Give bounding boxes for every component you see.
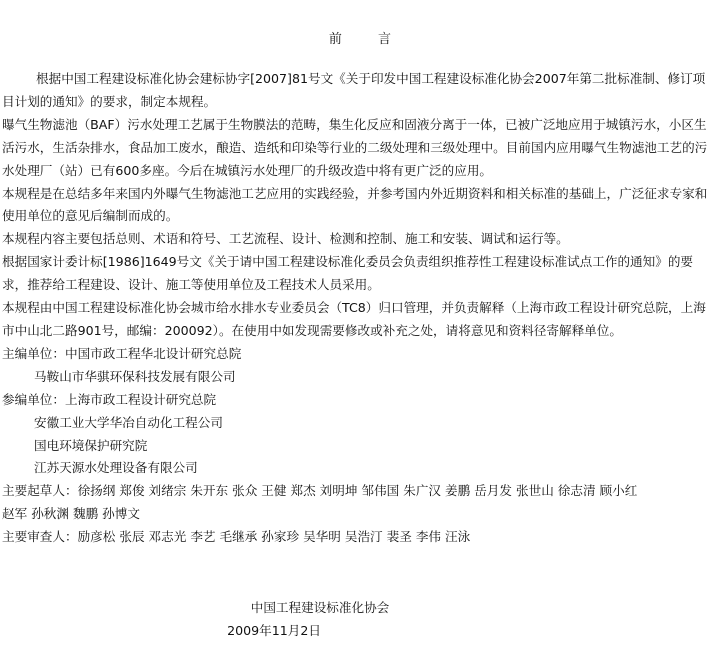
participant-label: 参编单位：: [2, 391, 65, 407]
document-body: [2, 68, 716, 549]
page-title: 前 言: [328, 32, 408, 47]
chief-editor-line: [2, 343, 716, 366]
reviewers-label: 主要审查人：: [2, 529, 78, 545]
participant-unit-3: 国电环境保护研究院: [34, 437, 148, 453]
drafters-label: 主要起草人：: [2, 483, 78, 499]
paragraph-contents: 本规程内容主要包括总则、术语和符号、工艺流程、设计、检测和控制、施工和安装、调试和运行等。: [2, 231, 569, 247]
drafters-names: 徐扬纲 郑俊 刘绪宗 朱开东 张众 王健 郑杰 刘明坤 邹伟国 朱广汉 姜鹏 岳月发 张世山 徐志清 顾小红: [77, 483, 638, 499]
participant-unit: 上海市政工程设计研究总院: [64, 391, 217, 407]
paragraph-baf-intro: 曝气生物滤池（BAF）污水处理工艺属于生物膜法的范畴，集生化反应和固液分离于一体，已被广泛地应用于城镇污水，小区生活污水，生活杂排水，食品加工废水，酿造、造纸和印染等行业的二级处理和三级处理中。目前国内应用曝气生物滤池工艺的污水处理厂（站）已有600多座。今后在城镇污水处理厂的升级改造中将有更广泛的应用。: [2, 116, 708, 178]
paragraph-basis: 根据中国工程建设标准化协会建标协字[2007]81号文《关于印发中国工程建设标准化协会2007年第二批标准制、修订项目计划的通知》的要求，制定本规程。: [2, 71, 706, 109]
reviewers-names: 励彦松 张辰 邓志光 李艺 毛继承 孙家珍 吴华明 吴浩汀 裴圣 李伟 汪泳: [77, 529, 471, 545]
signature-date: 2009年11月2日: [227, 623, 321, 638]
paragraph-compilation: 本规程是在总结多年来国内外曝气生物滤池工艺应用的实践经验，并参考国内外近期资料和相关标准的基础上，广泛征求专家和使用单位的意见后编制而成的。: [2, 185, 708, 224]
chief-editor-unit-2: 马鞍山市华骐环保科技发展有限公司: [34, 368, 236, 384]
chief-editor-unit: 中国市政工程华北设计研究总院: [64, 345, 242, 361]
reviewers-line: [2, 526, 716, 549]
drafters-line: [2, 480, 716, 503]
participant-unit-2: 安徽工业大学华冶自动化工程公司: [34, 414, 223, 430]
paragraph-management: 本规程由中国工程建设标准化协会城市给水排水专业委员会（TC8）归口管理，并负责解释（上海市政工程设计研究总院，上海市中山北二路901号，邮编：200092）。在使用中如发现需要修改或补充之处，请将意见和资料径寄解释单位。: [2, 300, 706, 338]
drafters-names-2: 赵军 孙秋渊 魏鹏 孙博文: [2, 506, 140, 522]
chief-editor-label: 主编单位：: [2, 345, 65, 361]
participant-line: [2, 389, 716, 412]
participant-unit-4: 江苏天源水处理设备有限公司: [34, 460, 198, 476]
signature-org: 中国工程建设标准化协会: [250, 600, 390, 615]
paragraph-recommendation: 根据国家计委计标[1986]1649号文《关于请中国工程建设标准化委员会负责组织推荐性工程建设标准试点工作的通知》的要求，推荐给工程建设、设计、施工等使用单位及工程技术人员采用。: [2, 254, 694, 293]
